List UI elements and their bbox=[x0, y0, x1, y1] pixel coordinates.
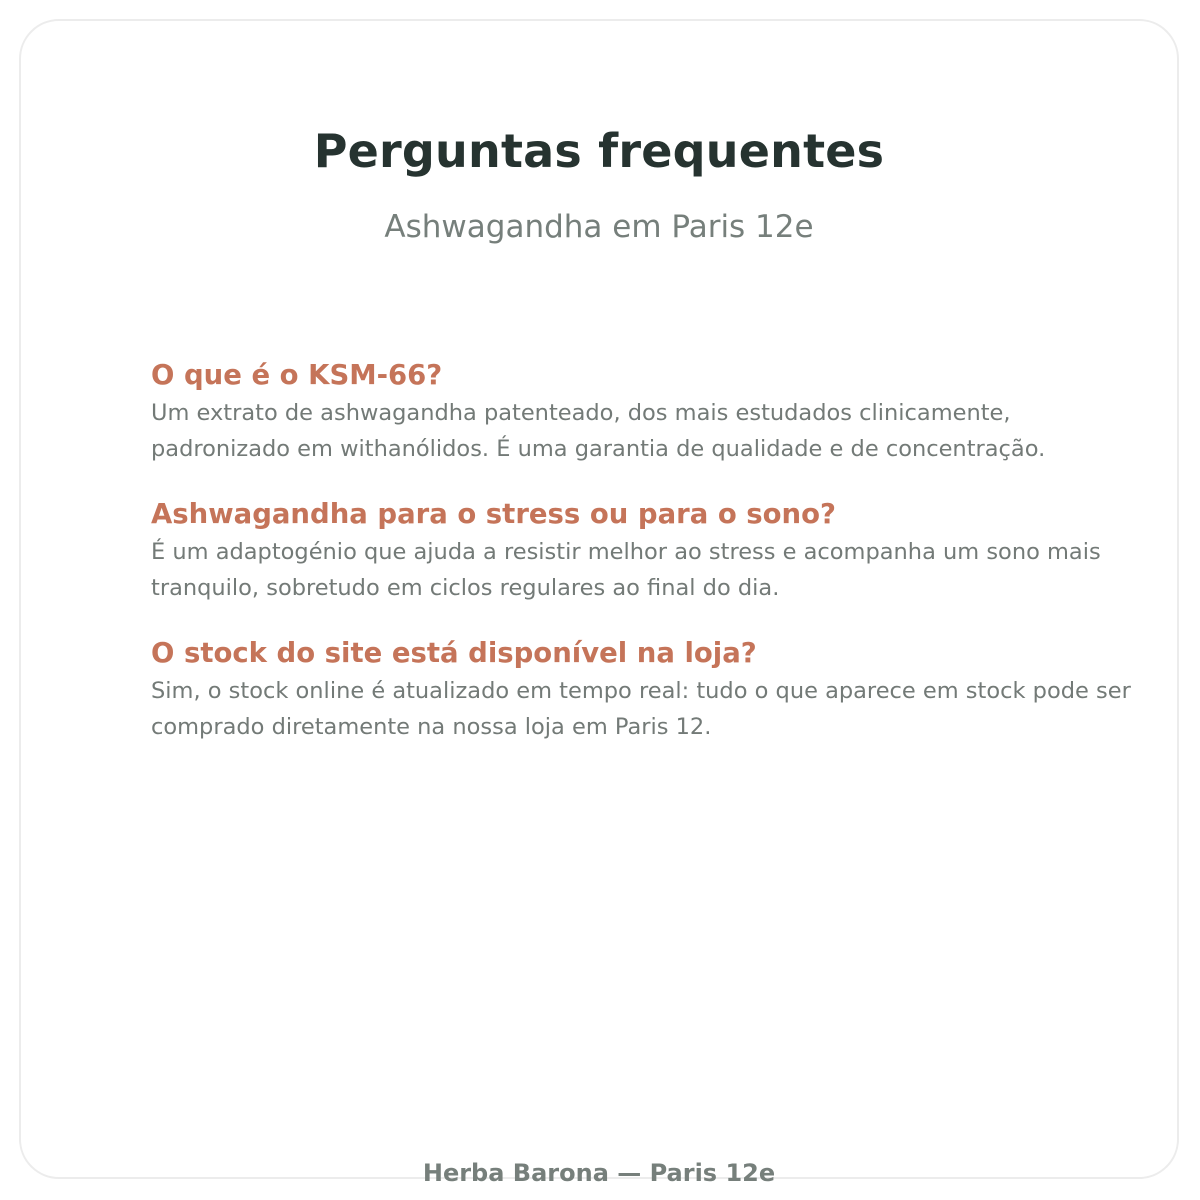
faq-item-stock bbox=[151, 633, 1141, 745]
faq-card bbox=[19, 19, 1179, 1187]
faq-list bbox=[151, 355, 1141, 772]
faq-answer: É um adaptogénio que ajuda a resistir melhor ao stress e acompanha um sono mais tranquilo, sobretudo em ciclos regulares ao final do dia. bbox=[151, 539, 1101, 601]
faq-question[interactable]: O que é o KSM-66? bbox=[151, 359, 443, 391]
page-title: Perguntas frequentes bbox=[313, 124, 885, 178]
faq-item-stress-sleep bbox=[151, 494, 1141, 606]
faq-answer: Sim, o stock online é atualizado em tempo real: tudo o que aparece em stock pode ser comprado diretamente na nossa loja em Paris 12. bbox=[151, 678, 1131, 740]
faq-answer: Um extrato de ashwagandha patenteado, dos mais estudados clinicamente, padronizado em withanólidos. É uma garantia de qualidade e de concentração. bbox=[151, 400, 1046, 462]
faq-question[interactable]: O stock do site está disponível na loja? bbox=[151, 637, 757, 669]
faq-question[interactable]: Ashwagandha para o stress ou para o sono? bbox=[151, 498, 836, 530]
page-subtitle: Ashwagandha em Paris 12e bbox=[384, 209, 814, 245]
footer-brand: Herba Barona — Paris 12e bbox=[422, 1159, 776, 1187]
faq-item-ksm66 bbox=[151, 355, 1141, 467]
